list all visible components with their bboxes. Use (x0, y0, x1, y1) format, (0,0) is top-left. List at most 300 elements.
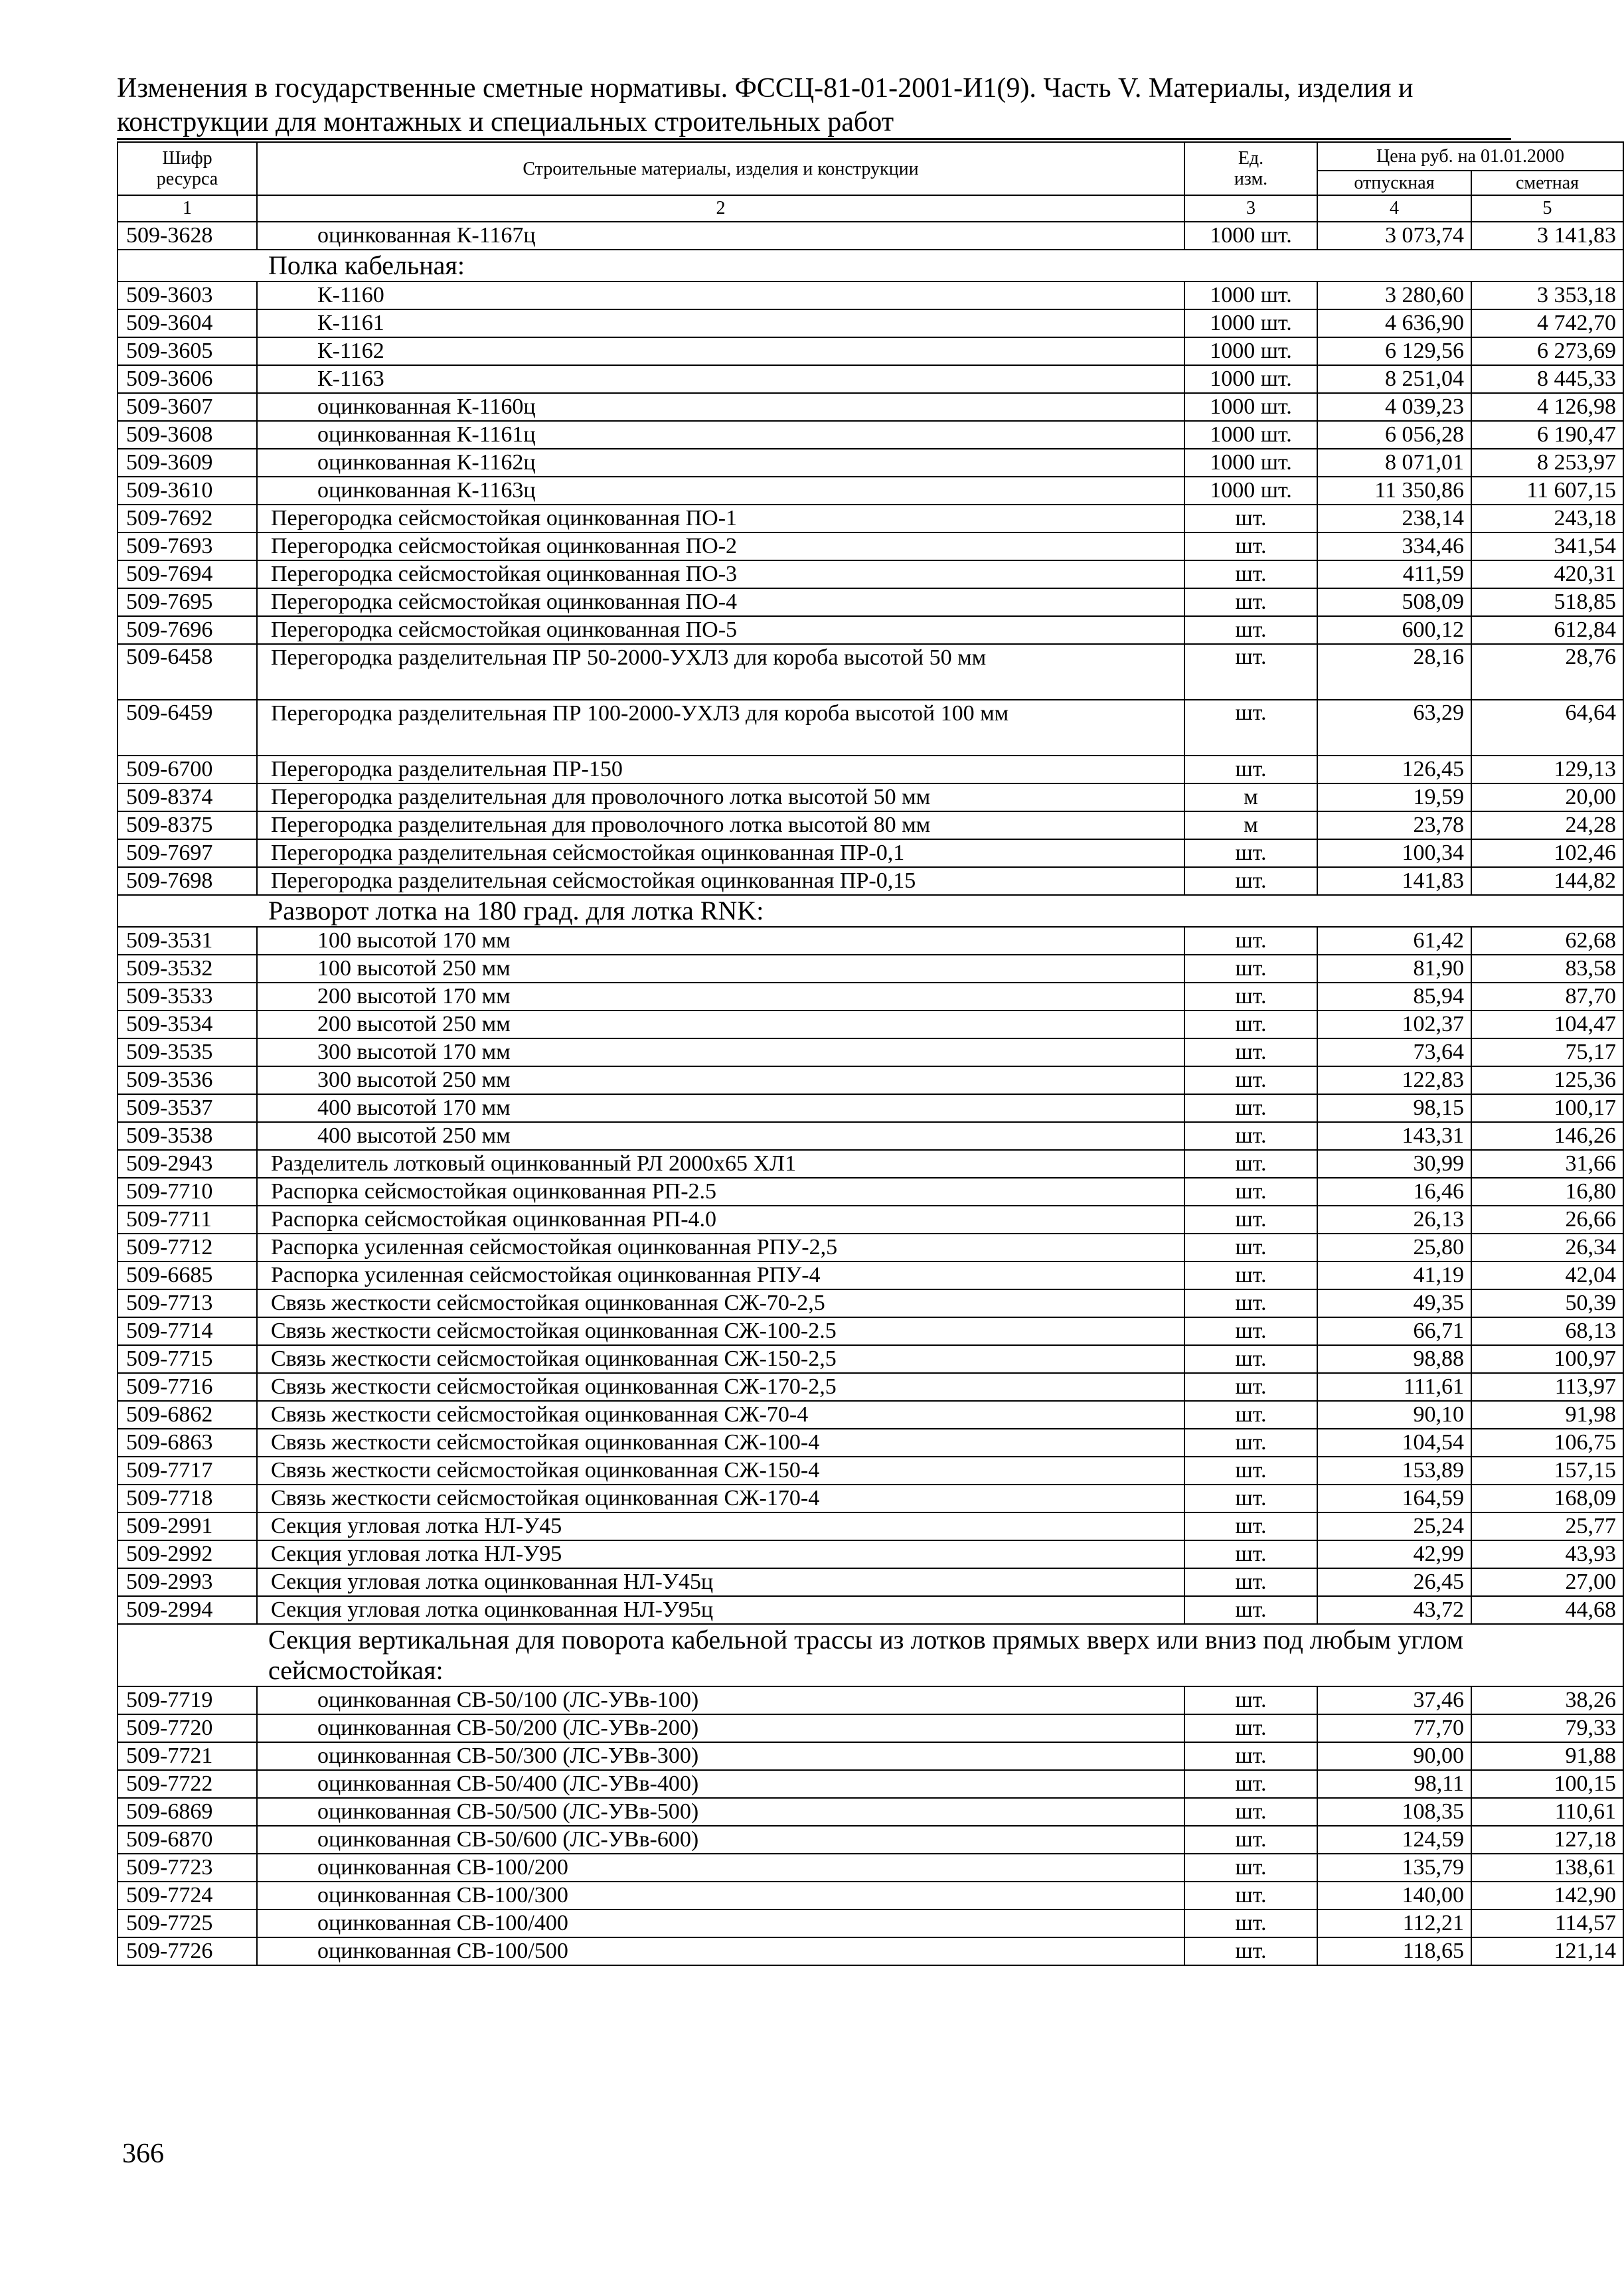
resource-code: 509-3538 (118, 1122, 257, 1150)
unit-of-measure: шт. (1184, 1937, 1317, 1965)
unit-of-measure: шт. (1184, 1742, 1317, 1770)
table-row (118, 1937, 1623, 1965)
resource-code: 509-3535 (118, 1038, 257, 1066)
group-header-row (118, 895, 1623, 927)
material-name: оцинкованная СВ-100/300 (257, 1882, 1184, 1909)
estimate-price: 4 126,98 (1471, 393, 1623, 421)
estimate-price: 127,18 (1471, 1826, 1623, 1854)
resource-code: 509-7719 (118, 1686, 257, 1714)
table-row (118, 1178, 1623, 1206)
material-name: Распорка усиленная сейсмостойкая оцинкованная РПУ-2,5 (257, 1234, 1184, 1261)
resource-code: 509-7696 (118, 616, 257, 644)
estimate-price: 91,88 (1471, 1742, 1623, 1770)
estimate-price: 75,17 (1471, 1038, 1623, 1066)
material-name: 200 высотой 250 мм (257, 1011, 1184, 1038)
resource-code: 509-3603 (118, 282, 257, 309)
table-row (118, 560, 1623, 588)
resource-code: 509-3537 (118, 1094, 257, 1122)
unit-of-measure: шт. (1184, 1234, 1317, 1261)
estimate-price: 4 742,70 (1471, 309, 1623, 337)
release-price: 126,45 (1317, 756, 1471, 783)
resource-code: 509-2991 (118, 1512, 257, 1540)
release-price: 4 636,90 (1317, 309, 1471, 337)
table-row (118, 955, 1623, 983)
estimate-price: 79,33 (1471, 1714, 1623, 1742)
estimate-price: 43,93 (1471, 1540, 1623, 1568)
material-name: 300 высотой 250 мм (257, 1066, 1184, 1094)
unit-of-measure: 1000 шт. (1184, 282, 1317, 309)
table-row (118, 393, 1623, 421)
unit-of-measure: шт. (1184, 1882, 1317, 1909)
header-code (118, 142, 257, 195)
resource-code: 509-7716 (118, 1373, 257, 1401)
header-code-line2: ресурса (156, 169, 218, 189)
resource-code: 509-7711 (118, 1206, 257, 1234)
release-price: 42,99 (1317, 1540, 1471, 1568)
resource-code: 509-7717 (118, 1457, 257, 1485)
table-row (118, 365, 1623, 393)
release-price: 26,45 (1317, 1568, 1471, 1596)
unit-of-measure: шт. (1184, 1261, 1317, 1289)
material-name: Перегородка разделительная ПР 100-2000-УХЛ3 для короба высотой 100 мм (257, 700, 1184, 756)
material-name: К-1160 (257, 282, 1184, 309)
price-table (117, 141, 1624, 1966)
material-name: Перегородка разделительная ПР 50-2000-УХЛ3 для короба высотой 50 мм (257, 644, 1184, 700)
table-row (118, 1568, 1623, 1596)
resource-code: 509-3609 (118, 449, 257, 477)
release-price: 6 056,28 (1317, 421, 1471, 449)
table-row (118, 1038, 1623, 1066)
resource-code: 509-3610 (118, 477, 257, 505)
release-price: 19,59 (1317, 783, 1471, 811)
resource-code: 509-3536 (118, 1066, 257, 1094)
resource-code: 509-7715 (118, 1345, 257, 1373)
estimate-price: 420,31 (1471, 560, 1623, 588)
release-price: 124,59 (1317, 1826, 1471, 1854)
unit-of-measure: шт. (1184, 756, 1317, 783)
table-row (118, 927, 1623, 955)
resource-code: 509-6700 (118, 756, 257, 783)
table-row (118, 1742, 1623, 1770)
header-name: Строительные материалы, изделия и конструкции (257, 142, 1184, 195)
header-row (118, 142, 1623, 171)
estimate-price: 44,68 (1471, 1596, 1623, 1624)
unit-of-measure: шт. (1184, 505, 1317, 532)
resource-code: 509-7697 (118, 839, 257, 867)
estimate-price: 612,84 (1471, 616, 1623, 644)
unit-of-measure: шт. (1184, 1429, 1317, 1457)
material-name: Связь жесткости сейсмостойкая оцинкованная СЖ-150-2,5 (257, 1345, 1184, 1373)
material-name: Перегородка разделительная сейсмостойкая оцинкованная ПР-0,1 (257, 839, 1184, 867)
estimate-price: 64,64 (1471, 700, 1623, 756)
unit-of-measure: шт. (1184, 1909, 1317, 1937)
resource-code: 509-2992 (118, 1540, 257, 1568)
material-name: Перегородка сейсмостойкая оцинкованная ПО-1 (257, 505, 1184, 532)
unit-of-measure: шт. (1184, 1038, 1317, 1066)
release-price: 66,71 (1317, 1317, 1471, 1345)
resource-code: 509-3605 (118, 337, 257, 365)
material-name: оцинкованная СВ-100/400 (257, 1909, 1184, 1937)
table-row (118, 1094, 1623, 1122)
table-row (118, 282, 1623, 309)
resource-code: 509-6863 (118, 1429, 257, 1457)
unit-of-measure: шт. (1184, 1066, 1317, 1094)
estimate-price: 146,26 (1471, 1122, 1623, 1150)
unit-of-measure: шт. (1184, 839, 1317, 867)
table-row (118, 309, 1623, 337)
material-name: оцинкованная К-1162ц (257, 449, 1184, 477)
material-name: Перегородка разделительная сейсмостойкая оцинкованная ПР-0,15 (257, 867, 1184, 895)
material-name: Распорка сейсмостойкая оцинкованная РП-4.0 (257, 1206, 1184, 1234)
estimate-price: 104,47 (1471, 1011, 1623, 1038)
unit-of-measure: шт. (1184, 532, 1317, 560)
resource-code: 509-7725 (118, 1909, 257, 1937)
unit-of-measure: шт. (1184, 1289, 1317, 1317)
table-row (118, 1066, 1623, 1094)
release-price: 43,72 (1317, 1596, 1471, 1624)
unit-of-measure: 1000 шт. (1184, 309, 1317, 337)
resource-code: 509-6870 (118, 1826, 257, 1854)
material-name: Перегородка разделительная для проволочного лотка высотой 80 мм (257, 811, 1184, 839)
release-price: 164,59 (1317, 1485, 1471, 1512)
resource-code: 509-7712 (118, 1234, 257, 1261)
material-name: Связь жесткости сейсмостойкая оцинкованная СЖ-170-4 (257, 1485, 1184, 1512)
table-row (118, 1798, 1623, 1826)
release-price: 135,79 (1317, 1854, 1471, 1882)
header-code-line1: Шифр (162, 148, 212, 169)
release-price: 63,29 (1317, 700, 1471, 756)
unit-of-measure: шт. (1184, 1714, 1317, 1742)
title-rule (117, 138, 1511, 140)
material-name: 400 высотой 170 мм (257, 1094, 1184, 1122)
table-row (118, 532, 1623, 560)
material-name: оцинкованная СВ-50/500 (ЛС-УВв-500) (257, 1798, 1184, 1826)
release-price: 108,35 (1317, 1798, 1471, 1826)
estimate-price: 157,15 (1471, 1457, 1623, 1485)
estimate-price: 121,14 (1471, 1937, 1623, 1965)
unit-of-measure: шт. (1184, 1512, 1317, 1540)
table-row (118, 616, 1623, 644)
unit-of-measure: шт. (1184, 1401, 1317, 1429)
table-row (118, 1234, 1623, 1261)
table-row (118, 1826, 1623, 1854)
material-name: 400 высотой 250 мм (257, 1122, 1184, 1150)
material-name: оцинкованная СВ-50/100 (ЛС-УВв-100) (257, 1686, 1184, 1714)
header-price-group: Цена руб. на 01.01.2000 (1317, 142, 1623, 171)
unit-of-measure: шт. (1184, 927, 1317, 955)
estimate-price: 341,54 (1471, 532, 1623, 560)
estimate-price: 25,77 (1471, 1512, 1623, 1540)
unit-of-measure: шт. (1184, 1798, 1317, 1826)
table-row (118, 1770, 1623, 1798)
unit-of-measure: шт. (1184, 1122, 1317, 1150)
estimate-price: 129,13 (1471, 756, 1623, 783)
unit-of-measure: шт. (1184, 644, 1317, 700)
material-name: Перегородка сейсмостойкая оцинкованная ПО-3 (257, 560, 1184, 588)
resource-code: 509-7710 (118, 1178, 257, 1206)
table-row (118, 1289, 1623, 1317)
release-price: 73,64 (1317, 1038, 1471, 1066)
material-name: Распорка сейсмостойкая оцинкованная РП-2.5 (257, 1178, 1184, 1206)
table-row (118, 1686, 1623, 1714)
material-name: Перегородка разделительная ПР-150 (257, 756, 1184, 783)
release-price: 122,83 (1317, 1066, 1471, 1094)
unit-of-measure: шт. (1184, 1178, 1317, 1206)
unit-of-measure: шт. (1184, 1826, 1317, 1854)
unit-of-measure: шт. (1184, 1485, 1317, 1512)
table-row (118, 1401, 1623, 1429)
group-header-row (118, 1624, 1623, 1686)
title-line-2: конструкции для монтажных и специальных строительных работ (117, 107, 894, 137)
material-name: Перегородка сейсмостойкая оцинкованная ПО-2 (257, 532, 1184, 560)
release-price: 98,88 (1317, 1345, 1471, 1373)
release-price: 141,83 (1317, 867, 1471, 895)
estimate-price: 6 190,47 (1471, 421, 1623, 449)
unit-of-measure: шт. (1184, 1596, 1317, 1624)
estimate-price: 113,97 (1471, 1373, 1623, 1401)
release-price: 41,19 (1317, 1261, 1471, 1289)
release-price: 508,09 (1317, 588, 1471, 616)
material-name: оцинкованная К-1161ц (257, 421, 1184, 449)
material-name: Перегородка сейсмостойкая оцинкованная ПО-4 (257, 588, 1184, 616)
page-title (117, 72, 1524, 139)
resource-code: 509-7692 (118, 505, 257, 532)
estimate-price: 24,28 (1471, 811, 1623, 839)
group-title: Разворот лотка на 180 град. для лотка RNK: (118, 895, 1623, 927)
material-name: Распорка усиленная сейсмостойкая оцинкованная РПУ-4 (257, 1261, 1184, 1289)
resource-code: 509-7714 (118, 1317, 257, 1345)
estimate-price: 100,97 (1471, 1345, 1623, 1373)
estimate-price: 68,13 (1471, 1317, 1623, 1345)
table-row (118, 1345, 1623, 1373)
estimate-price: 138,61 (1471, 1854, 1623, 1882)
material-name: Связь жесткости сейсмостойкая оцинкованная СЖ-100-2.5 (257, 1317, 1184, 1345)
table-row (118, 644, 1623, 700)
release-price: 3 073,74 (1317, 222, 1471, 250)
table-row (118, 867, 1623, 895)
material-name: 300 высотой 170 мм (257, 1038, 1184, 1066)
estimate-price: 142,90 (1471, 1882, 1623, 1909)
release-price: 118,65 (1317, 1937, 1471, 1965)
material-name: оцинкованная СВ-50/300 (ЛС-УВв-300) (257, 1742, 1184, 1770)
material-name: оцинкованная СВ-50/200 (ЛС-УВв-200) (257, 1714, 1184, 1742)
estimate-price: 83,58 (1471, 955, 1623, 983)
resource-code: 509-3606 (118, 365, 257, 393)
resource-code: 509-8374 (118, 783, 257, 811)
resource-code: 509-3532 (118, 955, 257, 983)
resource-code: 509-3531 (118, 927, 257, 955)
release-price: 77,70 (1317, 1714, 1471, 1742)
estimate-price: 8 253,97 (1471, 449, 1623, 477)
unit-of-measure: шт. (1184, 1686, 1317, 1714)
material-name: Связь жесткости сейсмостойкая оцинкованная СЖ-100-4 (257, 1429, 1184, 1457)
table-row (118, 811, 1623, 839)
unit-of-measure: 1000 шт. (1184, 337, 1317, 365)
table-row (118, 1373, 1623, 1401)
estimate-price: 6 273,69 (1471, 337, 1623, 365)
resource-code: 509-7694 (118, 560, 257, 588)
unit-of-measure: шт. (1184, 616, 1317, 644)
column-number: 5 (1471, 195, 1623, 222)
estimate-price: 16,80 (1471, 1178, 1623, 1206)
table-row (118, 337, 1623, 365)
resource-code: 509-3607 (118, 393, 257, 421)
estimate-price: 3 353,18 (1471, 282, 1623, 309)
header-unit (1184, 142, 1317, 195)
release-price: 16,46 (1317, 1178, 1471, 1206)
unit-of-measure: 1000 шт. (1184, 449, 1317, 477)
material-name: Секция угловая лотка оцинкованная НЛ-У45ц (257, 1568, 1184, 1596)
release-price: 25,24 (1317, 1512, 1471, 1540)
unit-of-measure: шт. (1184, 1150, 1317, 1178)
unit-of-measure: шт. (1184, 1094, 1317, 1122)
estimate-price: 26,66 (1471, 1206, 1623, 1234)
release-price: 90,10 (1317, 1401, 1471, 1429)
resource-code: 509-7698 (118, 867, 257, 895)
table-row (118, 1714, 1623, 1742)
release-price: 104,54 (1317, 1429, 1471, 1457)
table-row (118, 1261, 1623, 1289)
material-name: Перегородка сейсмостойкая оцинкованная ПО-5 (257, 616, 1184, 644)
release-price: 112,21 (1317, 1909, 1471, 1937)
material-name: оцинкованная СВ-100/500 (257, 1937, 1184, 1965)
estimate-price: 20,00 (1471, 783, 1623, 811)
table-row (118, 700, 1623, 756)
table-row (118, 1512, 1623, 1540)
estimate-price: 100,17 (1471, 1094, 1623, 1122)
table-row (118, 1429, 1623, 1457)
release-price: 98,11 (1317, 1770, 1471, 1798)
unit-of-measure: шт. (1184, 955, 1317, 983)
group-title: Полка кабельная: (118, 250, 1623, 282)
resource-code: 509-7718 (118, 1485, 257, 1512)
release-price: 25,80 (1317, 1234, 1471, 1261)
table-row (118, 1122, 1623, 1150)
release-price: 98,15 (1317, 1094, 1471, 1122)
material-name: Секция угловая лотка НЛ-У95 (257, 1540, 1184, 1568)
estimate-price: 518,85 (1471, 588, 1623, 616)
unit-of-measure: шт. (1184, 1011, 1317, 1038)
column-number-row (118, 195, 1623, 222)
resource-code: 509-2993 (118, 1568, 257, 1596)
release-price: 100,34 (1317, 839, 1471, 867)
resource-code: 509-7713 (118, 1289, 257, 1317)
resource-code: 509-7726 (118, 1937, 257, 1965)
unit-of-measure: шт. (1184, 1317, 1317, 1345)
unit-of-measure: шт. (1184, 867, 1317, 895)
material-name: 100 высотой 250 мм (257, 955, 1184, 983)
resource-code: 509-7724 (118, 1882, 257, 1909)
estimate-price: 3 141,83 (1471, 222, 1623, 250)
resource-code: 509-7693 (118, 532, 257, 560)
unit-of-measure: шт. (1184, 1770, 1317, 1798)
release-price: 90,00 (1317, 1742, 1471, 1770)
release-price: 37,46 (1317, 1686, 1471, 1714)
column-number: 4 (1317, 195, 1471, 222)
group-header-row (118, 250, 1623, 282)
resource-code: 509-6685 (118, 1261, 257, 1289)
material-name: 200 высотой 170 мм (257, 983, 1184, 1011)
table-row (118, 1485, 1623, 1512)
table-row (118, 1882, 1623, 1909)
resource-code: 509-3608 (118, 421, 257, 449)
estimate-price: 11 607,15 (1471, 477, 1623, 505)
release-price: 61,42 (1317, 927, 1471, 955)
table-row (118, 1317, 1623, 1345)
estimate-price: 8 445,33 (1471, 365, 1623, 393)
estimate-price: 62,68 (1471, 927, 1623, 955)
release-price: 102,37 (1317, 1011, 1471, 1038)
table-row (118, 839, 1623, 867)
resource-code: 509-7723 (118, 1854, 257, 1882)
release-price: 143,31 (1317, 1122, 1471, 1150)
resource-code: 509-3534 (118, 1011, 257, 1038)
unit-of-measure: м (1184, 783, 1317, 811)
table-row (118, 1011, 1623, 1038)
column-number: 3 (1184, 195, 1317, 222)
release-price: 334,46 (1317, 532, 1471, 560)
table-row (118, 222, 1623, 250)
resource-code: 509-2943 (118, 1150, 257, 1178)
release-price: 49,35 (1317, 1289, 1471, 1317)
resource-code: 509-7722 (118, 1770, 257, 1798)
unit-of-measure: м (1184, 811, 1317, 839)
table-row (118, 1854, 1623, 1882)
unit-of-measure: шт. (1184, 1206, 1317, 1234)
release-price: 11 350,86 (1317, 477, 1471, 505)
resource-code: 509-3533 (118, 983, 257, 1011)
resource-code: 509-3604 (118, 309, 257, 337)
estimate-price: 102,46 (1471, 839, 1623, 867)
table-row (118, 1457, 1623, 1485)
resource-code: 509-6862 (118, 1401, 257, 1429)
release-price: 600,12 (1317, 616, 1471, 644)
page-number: 366 (122, 2139, 164, 2169)
header-unit-line2: изм. (1234, 169, 1268, 189)
material-name: К-1162 (257, 337, 1184, 365)
estimate-price: 50,39 (1471, 1289, 1623, 1317)
material-name: К-1161 (257, 309, 1184, 337)
table-body (118, 222, 1623, 1965)
table-row (118, 588, 1623, 616)
release-price: 85,94 (1317, 983, 1471, 1011)
table-row (118, 1206, 1623, 1234)
material-name: К-1163 (257, 365, 1184, 393)
header-price-release: отпускная (1317, 171, 1471, 195)
release-price: 153,89 (1317, 1457, 1471, 1485)
material-name: оцинкованная К-1160ц (257, 393, 1184, 421)
material-name: Секция угловая лотка НЛ-У45 (257, 1512, 1184, 1540)
material-name: оцинкованная СВ-100/200 (257, 1854, 1184, 1882)
release-price: 28,16 (1317, 644, 1471, 700)
material-name: 100 высотой 170 мм (257, 927, 1184, 955)
title-line-1: Изменения в государственные сметные нормативы. ФССЦ-81-01-2001-И1(9). Часть V. Материалы, изделия и (117, 73, 1414, 104)
release-price: 6 129,56 (1317, 337, 1471, 365)
release-price: 26,13 (1317, 1206, 1471, 1234)
unit-of-measure: шт. (1184, 1854, 1317, 1882)
table-row (118, 1909, 1623, 1937)
estimate-price: 27,00 (1471, 1568, 1623, 1596)
release-price: 238,14 (1317, 505, 1471, 532)
material-name: Перегородка разделительная для проволочного лотка высотой 50 мм (257, 783, 1184, 811)
estimate-price: 114,57 (1471, 1909, 1623, 1937)
table-row (118, 983, 1623, 1011)
table-row (118, 505, 1623, 532)
material-name: оцинкованная К-1167ц (257, 222, 1184, 250)
release-price: 8 251,04 (1317, 365, 1471, 393)
material-name: Секция угловая лотка оцинкованная НЛ-У95ц (257, 1596, 1184, 1624)
estimate-price: 144,82 (1471, 867, 1623, 895)
